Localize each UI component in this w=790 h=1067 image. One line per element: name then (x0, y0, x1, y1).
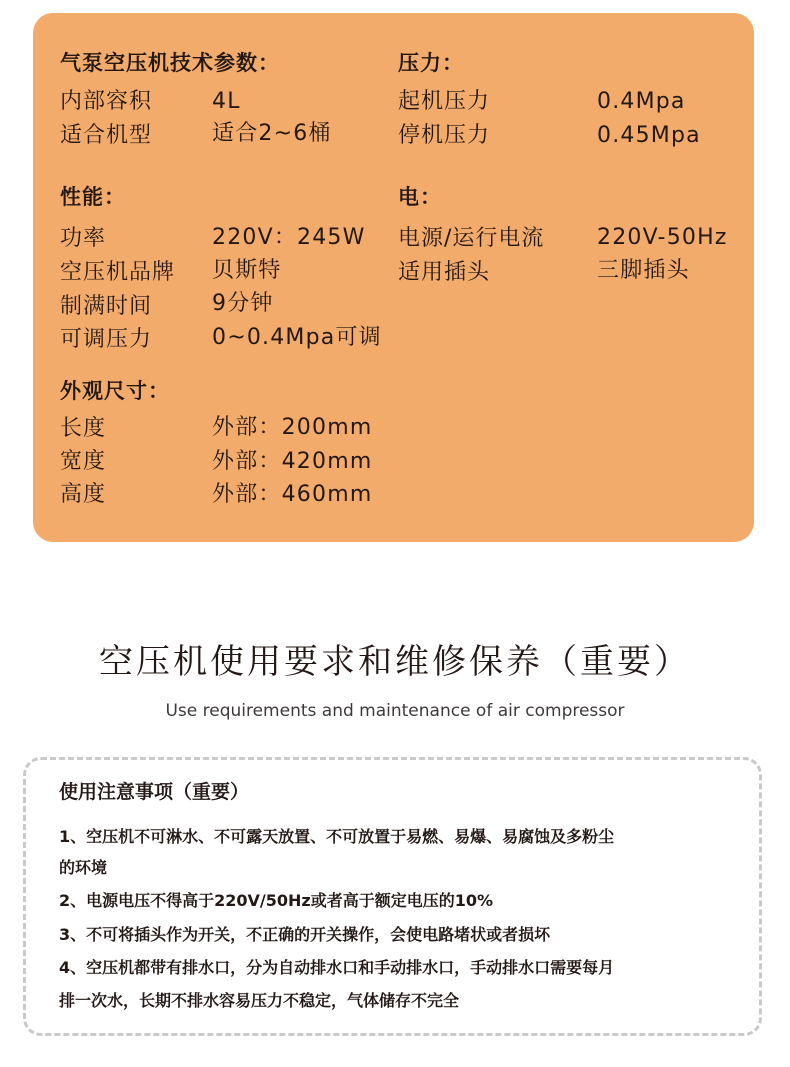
notice-line: 3、不可将插头作为开关，不正确的开关操作，会使电路堵状或者损坏 (59, 925, 551, 944)
spec-label-power-source: 电源/运行电流 (398, 226, 545, 251)
section-title: 空压机使用要求和维修保养（重要） (99, 642, 691, 682)
spec-value-fill-time: 9分钟 (212, 291, 274, 316)
notice-line: 排一次水，长期不排水容易压力不稳定，气体储存不完全 (59, 991, 460, 1010)
notice-line: 的环境 (59, 858, 108, 877)
pressure-header: 压力： (398, 51, 464, 75)
spec-label-stop-pressure: 停机压力 (398, 123, 491, 148)
spec-label-power: 功率 (60, 226, 107, 251)
spec-label-height: 高度 (60, 482, 107, 507)
spec-value-width: 外部：420mm (212, 449, 373, 474)
spec-value-start-pressure: 0.4Mpa (597, 89, 686, 114)
performance-header: 性能： (60, 185, 126, 209)
spec-value-power: 220V：245W (212, 225, 366, 250)
spec-label-plug: 适用插头 (398, 260, 491, 285)
spec-value-power-source: 220V-50Hz (597, 225, 728, 250)
spec-value-volume: 4L (212, 89, 241, 114)
spec-value-brand: 贝斯特 (212, 258, 282, 283)
spec-value-stop-pressure: 0.45Mpa (597, 123, 701, 148)
spec-value-height: 外部：460mm (212, 482, 373, 507)
size-header: 外观尺寸： (60, 379, 170, 403)
spec-label-length: 长度 (60, 416, 107, 441)
spec-label-start-pressure: 起机压力 (398, 89, 491, 114)
spec-label-width: 宽度 (60, 449, 107, 474)
notice-line: 1、空压机不可淋水、不可露天放置、不可放置于易燃、易爆、易腐蚀及多粉尘 (59, 827, 615, 846)
notice-heading: 使用注意事项（重要） (59, 781, 250, 803)
spec-label-brand: 空压机品牌 (60, 260, 176, 285)
spec-value-model: 适合2~6桶 (212, 121, 332, 146)
section-subtitle: Use requirements and maintenance of air compressor (165, 701, 625, 721)
pump-params-header: 气泵空压机技术参数： (60, 51, 280, 75)
spec-label-adjustable-pressure: 可调压力 (60, 327, 153, 352)
notice-line: 4、空压机都带有排水口，分为自动排水口和手动排水口，手动排水口需要每月 (59, 958, 615, 977)
spec-value-length: 外部：200mm (212, 415, 373, 440)
spec-value-adjustable-pressure: 0~0.4Mpa可调 (212, 325, 382, 350)
spec-label-volume: 内部容积 (60, 89, 153, 114)
spec-value-plug: 三脚插头 (597, 258, 690, 283)
notice-line: 2、电源电压不得高于220V/50Hz或者高于额定电压的10% (59, 891, 494, 910)
spec-label-model: 适合机型 (60, 123, 153, 148)
spec-label-fill-time: 制满时间 (60, 294, 153, 319)
electric-header: 电： (398, 185, 442, 209)
